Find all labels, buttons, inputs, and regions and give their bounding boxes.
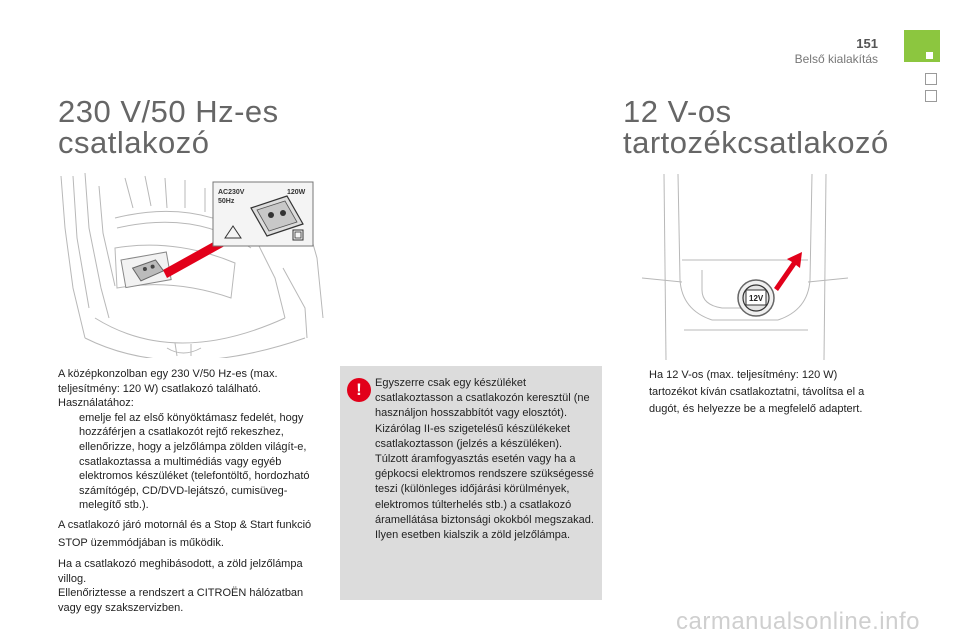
list-item — [58, 411, 328, 440]
right-list — [622, 367, 882, 418]
warning-paragraph-1: Egyszerre csak egy készüléket csatlakoztasson a csatlakozón keresztül (ne használjon hosszabbítót vagy elosztót). — [375, 377, 590, 420]
intro-text: A középkonzolban egy 230 V/50 Hz-es (max. teljesítmény: 120 W) csatlakozó található. — [58, 368, 278, 395]
title-right-line2: tartozékcsatlakozó — [623, 125, 889, 160]
usage-heading: Használatához: — [58, 397, 134, 410]
left-text-column — [58, 367, 328, 615]
list-item-text: emelje fel az első könyöktámasz fedelét, hogy hozzáférjen a csatlakozót rejtő rekeszhez, — [79, 411, 304, 439]
socket-12v-illustration — [622, 170, 866, 362]
right-text-column — [622, 367, 882, 418]
list-item — [58, 455, 328, 513]
stop-start-text: A csatlakozó járó motornál és a Stop & Start funkció STOP üzemmódjában is működik. — [58, 518, 312, 549]
exclamation-icon: ! — [347, 378, 371, 402]
list-item-text: Ha 12 V-os (max. teljesítmény: 120 W) tartozékot kíván csatlakoztatni, távolítsa el a dugót, és helyezze be a megfelelő adaptert. — [649, 369, 865, 415]
list-item — [622, 367, 882, 418]
socket-label-ac: AC230V — [218, 189, 245, 196]
socket-label-w: 120W — [287, 189, 306, 196]
page-title-left — [58, 96, 279, 158]
chapter-tab-empty-2[interactable] — [925, 90, 937, 102]
socket-label-hz: 50Hz — [218, 198, 235, 205]
chapter-tab-empty-1[interactable] — [925, 73, 937, 85]
list-item — [58, 440, 328, 455]
chapter-tab[interactable] — [904, 30, 940, 62]
title-left-line2: csatlakozó — [58, 125, 210, 160]
usage-list — [58, 411, 328, 513]
warning-text — [375, 376, 597, 543]
warning-paragraph-3: Túlzott áramfogyasztás esetén vagy ha a gépkocsi elektromos rendszere szükségessé teszi (különleges időjárási körülmények, elektromos túlterhelés stb.) a csatlakozó áramellátása biztonsági okokból megszakad. Ilyen esetben kialszik a zöld jelzőlámpa. — [375, 453, 594, 542]
page-number: 151 — [856, 36, 878, 51]
watermark: carmanualsonline.info — [676, 608, 920, 635]
socket-label-12v: 12V — [749, 294, 764, 303]
fault-text: Ha a csatlakozó meghibásodott, a zöld jelzőlámpa villog. — [58, 557, 303, 585]
list-item-text: ellenőrizze, hogy a jelzőlámpa zölden világít-e, — [79, 440, 307, 453]
title-left-line1: 230 V/50 Hz-es — [58, 94, 279, 129]
chapter-tab-marker — [926, 52, 933, 59]
warning-paragraph-2: Kizárólag II-es szigetelésű készülékeket csatlakoztasson (jelzés a készüléken). — [375, 422, 571, 450]
socket-230v-illustration — [55, 168, 327, 358]
page-title-right — [623, 96, 889, 158]
section-title: Belső kialakítás — [794, 52, 878, 66]
service-text: Ellenőriztesse a rendszert a CITROËN hálózatban vagy egy szakszervizben. — [58, 587, 304, 614]
title-right-line1: 12 V-os — [623, 94, 732, 129]
list-item-text: csatlakoztassa a multimédiás vagy egyéb elektromos készüléket (telefontöltő, hordozható számítógép, CD/DVD-lejátszó, cumisüveg-melegítő stb.). — [79, 455, 310, 512]
